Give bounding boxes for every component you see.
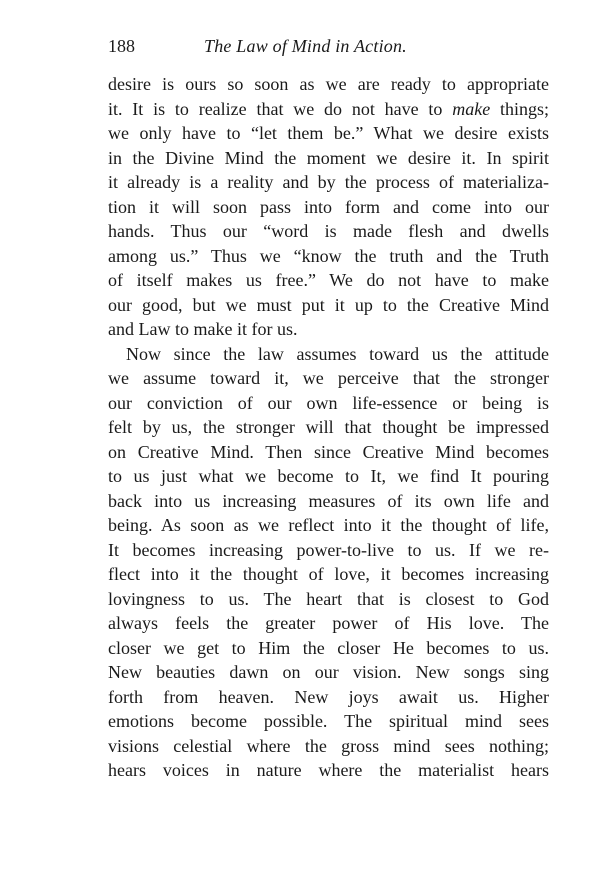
text-line: always feels the greater power of His love. The xyxy=(108,613,549,633)
text-line: on Creative Mind. Then since Creative Mind becomes xyxy=(108,441,549,462)
page-header xyxy=(108,36,549,66)
text-line: in the Divine Mind the moment we desire it. In spirit xyxy=(108,147,549,168)
text-line: hears voices in nature where the materialist hears xyxy=(108,760,549,780)
text-line: we assume toward it, we perceive that the stronger xyxy=(108,368,549,388)
text-line: emotions become possible. The spiritual mind sees xyxy=(108,711,549,731)
text-line: forth from heaven. New joys await us. Higher xyxy=(108,686,549,707)
emphasized-word: make xyxy=(452,98,491,119)
text-line: Now since the law assumes toward us the attitude xyxy=(126,343,549,364)
text-line: tion it will soon pass into form and come into our xyxy=(108,196,549,217)
text-line: visions celestial where the gross mind sees nothing; xyxy=(108,735,549,756)
text-line xyxy=(108,97,549,122)
text-line: hands. Thus our “word is made flesh and dwells xyxy=(108,221,549,241)
text-line: our conviction of our own life-essence or being is xyxy=(108,392,549,413)
text-line: our good, but we must put it up to the Creative Mind xyxy=(108,294,549,315)
page-number: 188 xyxy=(108,36,135,56)
paragraph xyxy=(108,342,549,783)
text-line: closer we get to Him the closer He becomes to us. xyxy=(108,637,549,658)
book-page xyxy=(108,36,549,783)
text-line: among us.” Thus we “know the truth and the Truth xyxy=(108,245,549,266)
text-line: and Law to make it for us. xyxy=(108,319,298,339)
text-segment: things; xyxy=(490,98,549,119)
text-line: back into us increasing measures of its own life and xyxy=(108,490,549,511)
text-line: we only have to “let them be.” What we desire exists xyxy=(108,123,549,143)
text-line: to us just what we become to It, we find It pouring xyxy=(108,466,549,486)
text-line: desire is ours so soon as we are ready to appropriate xyxy=(108,74,549,94)
text-line: it already is a reality and by the process of materializa- xyxy=(108,172,549,192)
body-text xyxy=(108,72,549,783)
paragraph xyxy=(108,72,549,342)
running-title: The Law of Mind in Action. xyxy=(204,36,407,56)
text-line: New beauties dawn on our vision. New songs sing xyxy=(108,662,549,682)
text-segment: it. It is to realize that we do not have to xyxy=(108,98,453,119)
text-line: flect into it the thought of love, it becomes increasing xyxy=(108,564,549,584)
text-line: lovingness to us. The heart that is closest to God xyxy=(108,588,549,609)
text-line: of itself makes us free.” We do not have to make xyxy=(108,270,549,290)
text-line: It becomes increasing power-to-live to us. If we re- xyxy=(108,539,549,560)
text-line: being. As soon as we reflect into it the thought of life, xyxy=(108,515,549,535)
text-line: felt by us, the stronger will that thought be impressed xyxy=(108,417,549,437)
